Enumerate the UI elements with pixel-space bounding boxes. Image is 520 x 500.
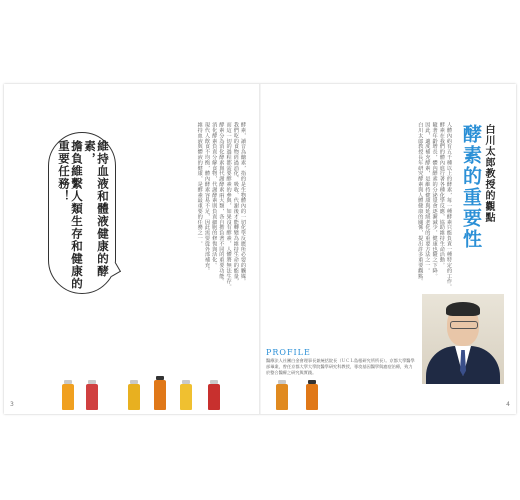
page-title: 酵素的重要性: [460, 124, 482, 250]
quote-line-1: 維持血液和體液健康的酵素，: [83, 140, 110, 278]
paragraph: 酵素在我們的體內進行著各種化學反應，協助維持生命活動。: [438, 122, 445, 268]
bottle-image: [180, 384, 192, 410]
paragraph: 現代人飲食不均衡，體內酵素容易不足，因此需要從外部補充。: [203, 122, 210, 274]
bottle-image: [154, 380, 166, 410]
bottle-image: [276, 384, 288, 410]
left-body-text: [130, 122, 246, 358]
page-number-left: 3: [10, 401, 14, 408]
bottle-image: [86, 384, 98, 410]
bottle-image: [128, 384, 140, 410]
bottle-image: [306, 384, 318, 410]
profile-text: 醫療法人社團白金會理事長兼統括院長（ＵＣＬ島根研究所所長）。京都大學醫學部畢業，曾任京都大學大學院醫學研究科教授，專攻基因醫學與癌症治療，致力於整合醫療之研究與實踐。: [266, 358, 415, 375]
paragraph: 人體內約有五千種以上的酵素，每一種酵素只能負責一種特定的工作。: [446, 122, 452, 290]
profile-label: PROFILE: [266, 348, 311, 357]
quote-line-2: 擔負維繫人類生存和健康的重要任務！: [57, 140, 84, 290]
paragraph: 維持血液與體液的健康，是酵素最重要的任務之一。: [196, 122, 203, 247]
paragraph: 我們吃的食物經過消化、吸收、代謝後才能轉變為維持生命的能量，: [232, 122, 239, 284]
paragraph: 酵素分為消化酵素與代謝酵素兩大類，各自擔負著不同的重要功能。: [218, 122, 225, 284]
professor-photo: [422, 294, 504, 384]
paragraph: 酵素，讀音為醣素，指的是生物體內的一切化學反應所必要的觸媒。: [240, 122, 246, 284]
page-number-right: 4: [506, 401, 510, 408]
bottle-row-right: [276, 370, 336, 410]
book-spread: [4, 84, 516, 414]
series-title: 白川太郎教授的觀點: [483, 124, 494, 223]
gutter: [259, 84, 261, 414]
paragraph: 白川太郎教授長年研究酵素與人體健康的關係，提出許多重要觀點。: [417, 122, 424, 284]
bottle-row-left: [62, 370, 242, 410]
quote-text: [57, 140, 109, 290]
paragraph: 消化酵素負責分解食物，代謝酵素則負責細胞的修復與活化。: [211, 122, 218, 268]
paragraph: 因此，適度補充酵素，是維持健康與延緩老化的重要方法之一。: [424, 122, 431, 274]
bottle-image: [62, 384, 74, 410]
paragraph: 隨著年齡增長，體內酵素的分泌量會逐漸減少，健康也隨之下降。: [431, 122, 438, 279]
bottle-image: [208, 384, 220, 410]
glasses-shape: [450, 321, 478, 329]
hair-shape: [446, 302, 480, 316]
paragraph: 而這一切的過程都需要酵素的參與，如果沒有酵素，人體將無法生存。: [225, 122, 232, 290]
